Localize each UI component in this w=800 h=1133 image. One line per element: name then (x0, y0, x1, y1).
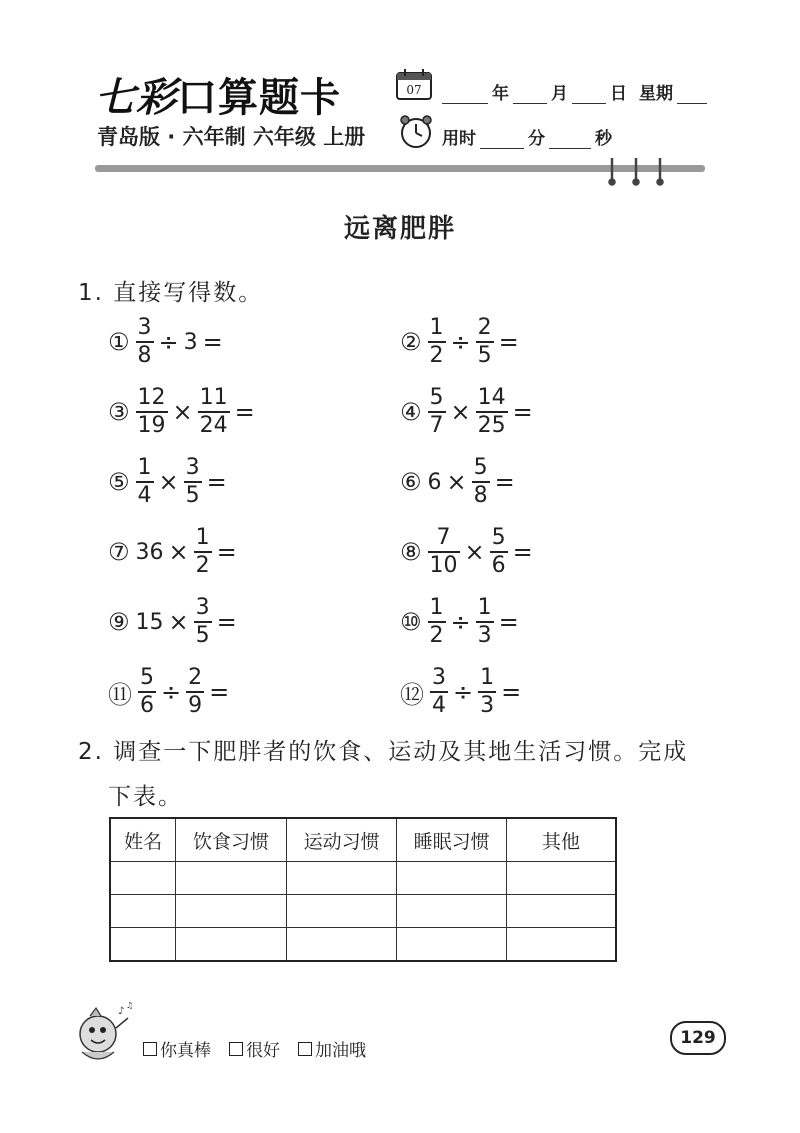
svg-text:♪: ♪ (118, 1006, 125, 1017)
fraction (136, 317, 154, 367)
table-cell[interactable] (506, 895, 616, 928)
denominator: 3 (480, 693, 495, 718)
numerator: 2 (188, 665, 203, 690)
operator: ÷ (158, 328, 179, 356)
survey-table (109, 817, 617, 962)
table-cell[interactable] (286, 928, 397, 962)
numerator: 1 (480, 665, 495, 690)
fraction (136, 387, 168, 437)
whole-number: 15 (135, 609, 164, 635)
fraction (430, 667, 448, 717)
denominator: 2 (429, 343, 444, 368)
month-label: 月 (551, 84, 568, 104)
operator: ÷ (161, 678, 182, 706)
operator: ÷ (453, 678, 474, 706)
operator: × (168, 538, 189, 566)
problem-number: ⑩ (400, 608, 422, 636)
page-title: 远离肥胖 (343, 214, 456, 244)
weekday-label: 星期 (639, 84, 673, 104)
minutes-label: 分 (528, 129, 545, 149)
table-cell[interactable] (286, 895, 397, 928)
rating-label: 加油哦 (315, 1041, 366, 1061)
alarm-clock-icon (397, 112, 435, 154)
operator: = (206, 468, 227, 496)
whole-number: 36 (135, 539, 164, 565)
math-problem (400, 592, 522, 652)
numerator: 12 (137, 385, 166, 410)
denominator: 5 (477, 343, 492, 368)
question2-heading: 2. 调查一下肥胖者的饮食、运动及其地生活习惯。完成 (78, 739, 689, 765)
table-cell[interactable] (397, 862, 507, 895)
denominator: 10 (429, 553, 458, 578)
operator: × (172, 398, 193, 426)
problem-number: ⑥ (400, 468, 422, 496)
problem-number: ⑫ (400, 680, 424, 709)
year-blank[interactable] (442, 87, 488, 104)
table-cell[interactable] (506, 928, 616, 962)
svg-text:♫: ♫ (126, 1001, 134, 1010)
self-rating (143, 1036, 366, 1061)
fraction (194, 597, 212, 647)
checkbox-icon[interactable] (143, 1042, 157, 1056)
table-cell[interactable] (176, 862, 287, 895)
math-problem (400, 452, 518, 512)
math-problem (108, 662, 232, 722)
rating-option-good[interactable] (229, 1036, 280, 1061)
col-header-diet: 饮食习惯 (176, 818, 287, 862)
problem-number: ⑨ (108, 608, 130, 636)
fraction (478, 667, 496, 717)
fraction (472, 457, 490, 507)
time-used-fields (442, 124, 612, 149)
fraction (476, 597, 494, 647)
numerator: 3 (185, 455, 200, 480)
table-cell[interactable] (176, 895, 287, 928)
math-problem (108, 522, 240, 582)
numerator: 3 (195, 595, 210, 620)
math-problem (108, 382, 258, 442)
operator: × (450, 398, 471, 426)
col-header-sleep: 睡眠习惯 (397, 818, 507, 862)
col-header-other: 其他 (506, 818, 616, 862)
math-problem (108, 312, 226, 372)
problem-number: ⑧ (400, 538, 422, 566)
fraction (428, 387, 446, 437)
denominator: 25 (477, 413, 506, 438)
denominator: 3 (477, 623, 492, 648)
checkbox-icon[interactable] (229, 1042, 243, 1056)
col-header-exercise: 运动习惯 (286, 818, 397, 862)
operator: = (202, 328, 223, 356)
checkbox-icon[interactable] (298, 1042, 312, 1056)
brand-title (95, 66, 341, 123)
operator: = (512, 538, 533, 566)
rating-option-great[interactable] (143, 1036, 211, 1061)
problem-number: ⑪ (108, 680, 132, 709)
denominator: 8 (473, 483, 488, 508)
fraction (476, 317, 494, 367)
table-cell[interactable] (110, 862, 176, 895)
seconds-label: 秒 (595, 129, 612, 149)
minutes-blank[interactable] (480, 132, 524, 149)
denominator: 2 (195, 553, 210, 578)
operator: × (158, 468, 179, 496)
whole-number: 6 (427, 469, 442, 495)
operator: = (498, 608, 519, 636)
denominator: 5 (195, 623, 210, 648)
fraction (428, 527, 460, 577)
fraction (138, 667, 156, 717)
fraction (428, 597, 446, 647)
operator: = (494, 468, 515, 496)
denominator: 24 (199, 413, 228, 438)
operator: = (501, 678, 522, 706)
date-fields (442, 79, 707, 104)
table-cell[interactable] (397, 895, 507, 928)
numerator: 5 (491, 525, 506, 550)
weekday-blank[interactable] (677, 87, 707, 104)
operator: = (512, 398, 533, 426)
seconds-blank[interactable] (549, 132, 591, 149)
fraction (198, 387, 230, 437)
math-problem (400, 312, 522, 372)
rating-option-keep-going[interactable] (298, 1036, 366, 1061)
question2-heading-cont: 下表。 (108, 784, 183, 810)
fraction (428, 317, 446, 367)
edition-label: 青岛版 · 六年制 六年级 上册 (97, 125, 366, 149)
denominator: 9 (188, 693, 203, 718)
operator: = (234, 398, 255, 426)
day-blank[interactable] (572, 87, 606, 104)
mascot-character-icon (72, 1000, 134, 1074)
fraction (194, 527, 212, 577)
numerator: 1 (429, 595, 444, 620)
numerator: 1 (429, 315, 444, 340)
numerator: 3 (432, 665, 446, 690)
problem-number: ② (400, 328, 422, 356)
operator: ÷ (450, 328, 471, 356)
fraction (186, 667, 204, 717)
numerator: 1 (477, 595, 492, 620)
table-header-row (110, 818, 616, 862)
rating-label: 你真棒 (160, 1041, 211, 1061)
operator: = (216, 608, 237, 636)
fraction (490, 527, 508, 577)
binder-rings-icon (604, 156, 674, 190)
col-header-name: 姓名 (110, 818, 176, 862)
table-row (110, 928, 616, 962)
table-cell[interactable] (286, 862, 397, 895)
time-used-label: 用时 (442, 129, 476, 149)
question1-heading: 1. 直接写得数。 (78, 280, 264, 306)
problem-number: ③ (108, 398, 130, 426)
numerator: 5 (140, 665, 154, 690)
operator: × (446, 468, 467, 496)
math-problem (108, 592, 240, 652)
numerator: 11 (199, 385, 228, 410)
denominator: 6 (140, 693, 154, 718)
denominator: 6 (491, 553, 506, 578)
table-row (110, 862, 616, 895)
denominator: 2 (429, 623, 444, 648)
problem-number: ④ (400, 398, 422, 426)
page-number: 129 (670, 1021, 726, 1055)
operator: ÷ (450, 608, 471, 636)
table-cell[interactable] (506, 862, 616, 895)
table-cell[interactable] (176, 928, 287, 962)
table-cell[interactable] (110, 928, 176, 962)
denominator: 5 (185, 483, 200, 508)
fraction (136, 457, 154, 507)
denominator: 4 (137, 483, 152, 508)
numerator: 7 (436, 525, 451, 550)
denominator: 7 (429, 413, 444, 438)
numerator: 2 (477, 315, 492, 340)
calendar-number: 07 (406, 83, 422, 97)
problem-number: ⑦ (108, 538, 130, 566)
operator: = (216, 538, 237, 566)
numerator: 5 (473, 455, 488, 480)
brand-part1: 七彩 (95, 74, 177, 121)
year-label: 年 (492, 84, 509, 104)
fraction (476, 387, 508, 437)
numerator: 3 (137, 315, 152, 340)
operator: × (168, 608, 189, 636)
math-problem (400, 662, 524, 722)
denominator: 4 (432, 693, 446, 718)
operator: = (209, 678, 230, 706)
denominator: 8 (137, 343, 152, 368)
problem-number: ① (108, 328, 130, 356)
table-cell[interactable] (397, 928, 507, 962)
calendar-icon (395, 68, 435, 106)
whole-number: 3 (183, 329, 198, 355)
rating-label: 很好 (246, 1041, 280, 1061)
numerator: 14 (477, 385, 506, 410)
day-label: 日 (610, 84, 627, 104)
math-problem (400, 382, 536, 442)
fraction (184, 457, 202, 507)
numerator: 1 (195, 525, 210, 550)
math-problem (108, 452, 230, 512)
brand-part2: 口算题卡 (177, 74, 341, 121)
numerator: 1 (137, 455, 152, 480)
denominator: 19 (137, 413, 166, 438)
problem-number: ⑤ (108, 468, 130, 496)
operator: × (464, 538, 485, 566)
numerator: 5 (429, 385, 444, 410)
table-cell[interactable] (110, 895, 176, 928)
month-blank[interactable] (513, 87, 547, 104)
operator: = (498, 328, 519, 356)
math-problem (400, 522, 536, 582)
table-row (110, 895, 616, 928)
